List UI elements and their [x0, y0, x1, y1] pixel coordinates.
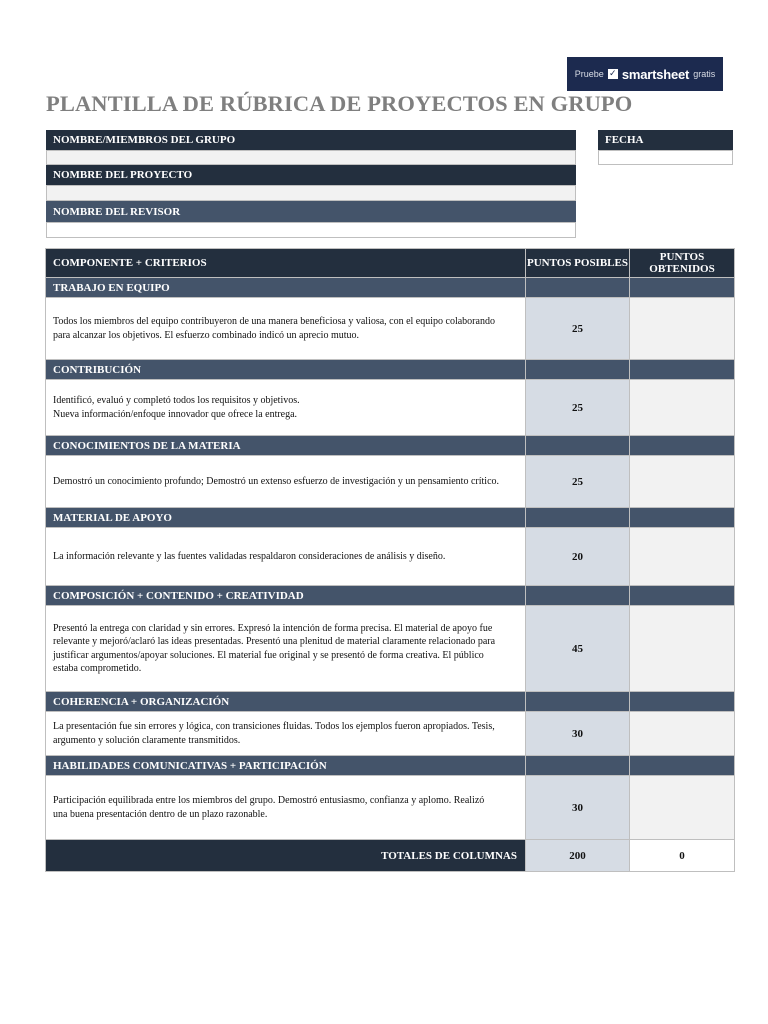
section-spacer-cell [526, 756, 630, 776]
section-header-row [46, 278, 735, 298]
project-name-label: NOMBRE DEL PROYECTO [46, 165, 576, 185]
section-spacer-cell [526, 692, 630, 712]
section-title: CONTRIBUCIÓN [46, 360, 526, 380]
smartsheet-promo-button[interactable] [567, 57, 723, 91]
section-spacer-cell [630, 436, 735, 456]
smartsheet-logo: smartsheet [621, 66, 690, 82]
promo-pre-text: Pruebe [574, 69, 604, 79]
section-title: COHERENCIA + ORGANIZACIÓN [46, 692, 526, 712]
obtained-points-input[interactable] [630, 456, 735, 508]
totals-obtained-value: 0 [630, 840, 735, 872]
criteria-description: Todos los miembros del equipo contribuyeron de una manera beneficiosa y valiosa, con el equipo colaborando para alcanzar los objetivos. El esfuerzo combinado indicó un aprecio mutuo. [46, 298, 526, 360]
possible-points-value: 25 [526, 380, 630, 436]
section-header-row [46, 508, 735, 528]
table-header-row [46, 249, 735, 278]
section-spacer-cell [526, 360, 630, 380]
date-label: FECHA [598, 130, 733, 150]
project-name-field[interactable] [46, 185, 576, 201]
obtained-points-input[interactable] [630, 606, 735, 692]
promo-post-text: gratis [693, 69, 716, 79]
possible-points-value: 25 [526, 456, 630, 508]
date-field[interactable] [598, 150, 733, 165]
section-header-row [46, 692, 735, 712]
section-header-row [46, 360, 735, 380]
section-spacer-cell [526, 278, 630, 298]
section-title: CONOCIMIENTOS DE LA MATERIA [46, 436, 526, 456]
criteria-description: La información relevante y las fuentes validadas respaldaron consideraciones de análisis y diseño. [46, 528, 526, 586]
group-members-field[interactable] [46, 150, 576, 165]
section-spacer-cell [526, 508, 630, 528]
section-spacer-cell [630, 360, 735, 380]
criteria-row [46, 606, 735, 692]
criteria-row [46, 528, 735, 586]
criteria-row [46, 380, 735, 436]
section-spacer-cell [526, 586, 630, 606]
section-spacer-cell [630, 756, 735, 776]
criteria-row [46, 776, 735, 840]
obtained-points-input[interactable] [630, 712, 735, 756]
reviewer-name-field[interactable] [46, 222, 576, 238]
header-obtained-points: PUNTOS OBTENIDOS [630, 249, 735, 278]
criteria-row [46, 456, 735, 508]
check-icon: ✓ [609, 68, 617, 79]
section-spacer-cell [630, 508, 735, 528]
possible-points-value: 45 [526, 606, 630, 692]
criteria-description: Participación equilibrada entre los miembros del grupo. Demostró entusiasmo, confianza y aplomo. Realizó una buena presentación dentro de un plazo razonable. [46, 776, 526, 840]
possible-points-value: 30 [526, 712, 630, 756]
header-possible-points: PUNTOS POSIBLES [526, 249, 630, 278]
section-title: MATERIAL DE APOYO [46, 508, 526, 528]
criteria-description: Identificó, evaluó y completó todos los requisitos y objetivos. Nueva información/enfoque innovador que ofrece la entrega. [46, 380, 526, 436]
obtained-points-input[interactable] [630, 380, 735, 436]
criteria-description: La presentación fue sin errores y lógica, con transiciones fluidas. Todos los ejemplos fueron apropiados. Tesis, argumento y solución claramente transmitidos. [46, 712, 526, 756]
possible-points-value: 30 [526, 776, 630, 840]
obtained-points-input[interactable] [630, 528, 735, 586]
section-title: HABILIDADES COMUNICATIVAS + PARTICIPACIÓN [46, 756, 526, 776]
section-title: TRABAJO EN EQUIPO [46, 278, 526, 298]
group-members-label: NOMBRE/MIEMBROS DEL GRUPO [46, 130, 576, 150]
page-title: PLANTILLA DE RÚBRICA DE PROYECTOS EN GRUPO [46, 91, 633, 116]
criteria-description: Demostró un conocimiento profundo; Demostró un extenso esfuerzo de investigación y un pensamiento crítico. [46, 456, 526, 508]
rubric-table [45, 248, 735, 872]
possible-points-value: 20 [526, 528, 630, 586]
section-spacer-cell [630, 692, 735, 712]
section-spacer-cell [630, 586, 735, 606]
section-header-row [46, 586, 735, 606]
section-header-row [46, 436, 735, 456]
reviewer-name-label: NOMBRE DEL REVISOR [46, 201, 576, 222]
obtained-points-input[interactable] [630, 776, 735, 840]
criteria-row [46, 712, 735, 756]
obtained-points-input[interactable] [630, 298, 735, 360]
totals-row [46, 840, 735, 872]
section-spacer-cell [526, 436, 630, 456]
section-header-row [46, 756, 735, 776]
criteria-row [46, 298, 735, 360]
section-title: COMPOSICIÓN + CONTENIDO + CREATIVIDAD [46, 586, 526, 606]
header-component: COMPONENTE + CRITERIOS [46, 249, 526, 278]
totals-possible-value: 200 [526, 840, 630, 872]
totals-label: TOTALES DE COLUMNAS [46, 840, 526, 872]
section-spacer-cell [630, 278, 735, 298]
criteria-description: Presentó la entrega con claridad y sin errores. Expresó la intención de forma precisa. El material de apoyo fue relevante y mejoró/aclaró las ideas presentadas. Presentó una plenitud de material claramente relacionado para justificar argumentos/apoyar soluciones. El material fue original y se presentó de forma creativa. El público estaba comprometido. [46, 606, 526, 692]
possible-points-value: 25 [526, 298, 630, 360]
